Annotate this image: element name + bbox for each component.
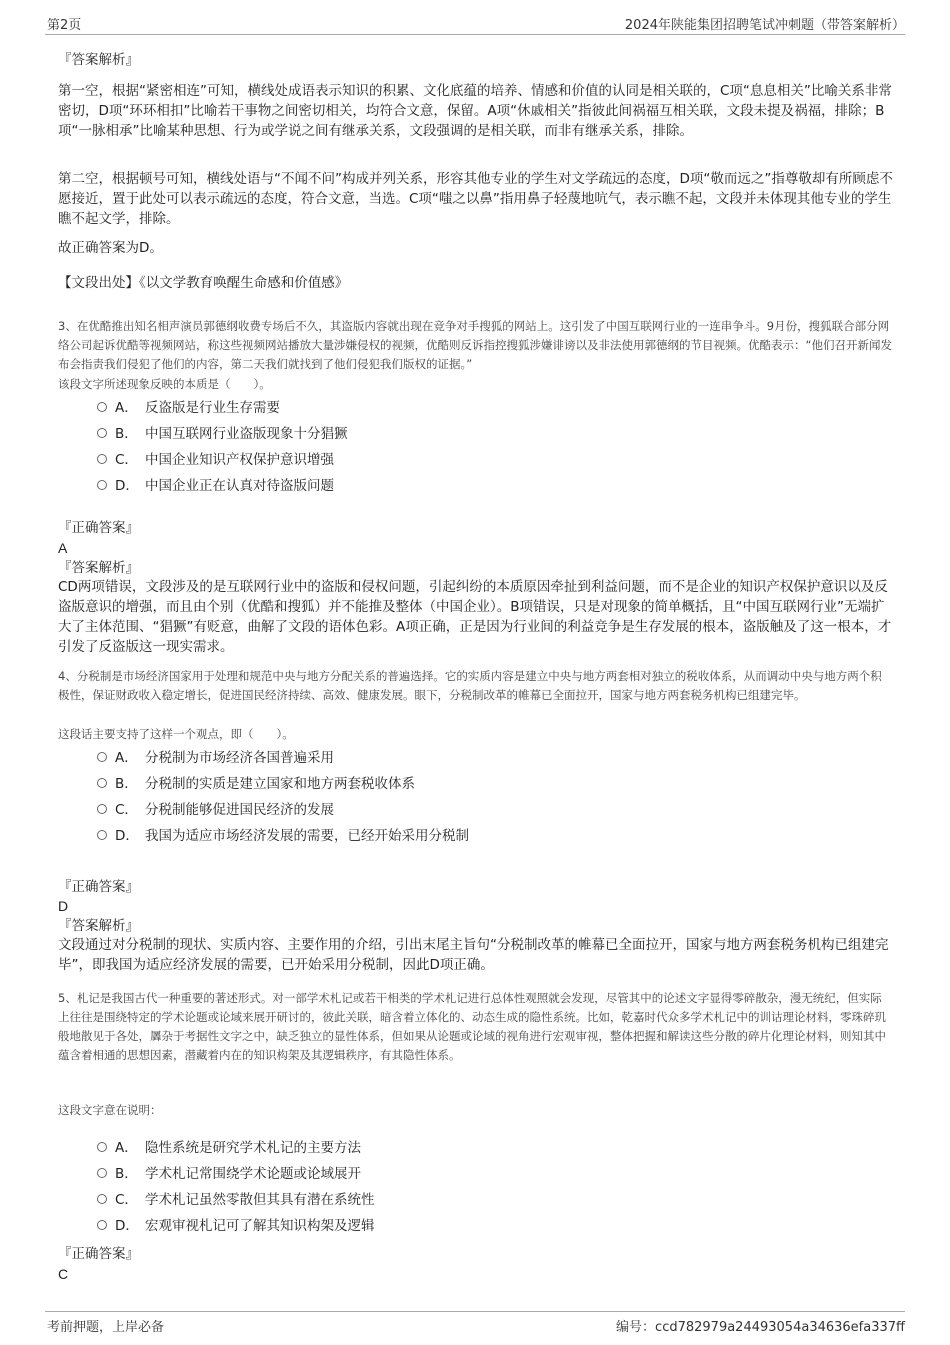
footer-slogan: 考前押题，上岸必备 xyxy=(47,1320,165,1335)
radio-button[interactable] xyxy=(97,1168,107,1178)
q2-analysis-para2: 第二空，根据顿号可知，横线处语与“不闻不问”构成并列关系，形容其他专业的学生对文学疏远的态度，D项“敬而远之”指尊敬却有所顾虑不愿接近，置于此处可以表示疏远的态度，符合文意，当选。C项“嗤之以鼻”指用鼻子轻蔑地吭气，表示瞧不起，文段并未体现其他专业的学生瞧不起文学，排除。 xyxy=(58,171,893,227)
q4-analysis: 文段通过对分税制的现状、实质内容、主要作用的介绍，引出末尾主旨句“分税制改革的帷幕已全面拉开，国家与地方两套税务机构已组建完毕”，即我国为适应经济发展的需要，已开始采用分税制，因此D项正确。 xyxy=(58,937,889,973)
radio-button[interactable] xyxy=(97,402,107,412)
q5-answer-label: 『正确答案』 xyxy=(58,1246,139,1262)
q5-option-c[interactable]: C． 学术札记虽然零散但其具有潜在系统性 xyxy=(97,1189,375,1211)
q3-option-d[interactable]: D． 中国企业正在认真对待盗版问题 xyxy=(97,475,334,497)
q4-analysis-label: 『答案解析』 xyxy=(58,918,139,934)
q3-option-b[interactable]: B． 中国互联网行业盗版现象十分猖獗 xyxy=(97,423,348,445)
q2-source: 【文段出处】《以文学教育唤醒生命感和价值感》 xyxy=(58,275,349,291)
q4-answer: D xyxy=(58,898,69,914)
radio-button[interactable] xyxy=(97,830,107,840)
q4-option-d[interactable]: D． 我国为适应市场经济发展的需要，已经开始采用分税制 xyxy=(97,825,469,847)
q3-question: 该段文字所述现象反映的本质是（ ）。 xyxy=(58,377,271,391)
q2-conclusion: 故正确答案为D。 xyxy=(58,240,163,256)
q4-stem: 4、分税制是市场经济国家用于处理和规范中央与地方分配关系的普遍选择。它的实质内容是建立中央与地方两套相对独立的税收体系，从而调动中央与地方两个积极性，保证财政收入稳定增长，促进国民经济持续、高效、健康发展。眼下，分税制改革的帷幕已全面拉开，国家与地方两套税务机构已组建完毕。 xyxy=(58,669,882,702)
document-id: 编号：ccd782979a24493054a34636efa337ff xyxy=(616,1320,905,1335)
page-number: 第2页 xyxy=(47,18,82,33)
q3-stem: 3、在优酷推出知名相声演员郭德纲收费专场后不久，其盗版内容就出现在竞争对手搜狐的网站上。这引发了中国互联网行业的一连串争斗。9月份，搜狐联合部分网络公司起诉优酷等视频网站，称这些视频网站播放大量涉嫌侵权的视频，优酷则反诉指控搜狐涉嫌诽谤以及非法使用郭德纲的节目视频。优酷表示：“他们召开新闻发布会指责我们侵犯了他们的内容，第二天我们就找到了他们侵犯我们版权的证据。” xyxy=(58,319,892,371)
q5-answer: C xyxy=(58,1266,69,1282)
radio-button[interactable] xyxy=(97,778,107,788)
q4-answer-label: 『正确答案』 xyxy=(58,879,139,895)
q4-option-a[interactable]: A． 分税制为市场经济各国普遍采用 xyxy=(97,747,334,769)
q5-question: 这段文字意在说明： xyxy=(58,1103,162,1117)
radio-button[interactable] xyxy=(97,454,107,464)
radio-button[interactable] xyxy=(97,752,107,762)
q5-option-a[interactable]: A． 隐性系统是研究学术札记的主要方法 xyxy=(97,1137,361,1159)
radio-button[interactable] xyxy=(97,1194,107,1204)
radio-button[interactable] xyxy=(97,1142,107,1152)
radio-button[interactable] xyxy=(97,480,107,490)
radio-button[interactable] xyxy=(97,804,107,814)
q3-answer-label: 『正确答案』 xyxy=(58,520,139,536)
document-title: 2024年陕能集团招聘笔试冲刺题（带答案解析） xyxy=(624,18,905,33)
q3-option-c[interactable]: C． 中国企业知识产权保护意识增强 xyxy=(97,449,334,471)
q2-analysis-label: 『答案解析』 xyxy=(58,52,139,68)
q4-option-c[interactable]: C． 分税制能够促进国民经济的发展 xyxy=(97,799,334,821)
q2-analysis-para1: 第一空，根据“紧密相连”可知，横线处成语表示知识的积累、文化底蕴的培养、情感和价值的认同是相关联的，C项“息息相关”比喻关系非常密切，D项“环环相扣”比喻若干事物之间密切相关，均符合文意，保留。A项“休戚相关”指彼此间祸福互相关联，文段未提及祸福，排除；B项“一脉相承”比喻某种思想、行为或学说之间有继承关系，文段强调的是相关联，而非有继承关系，排除。 xyxy=(58,83,892,139)
q3-option-a[interactable]: A． 反盗版是行业生存需要 xyxy=(97,397,280,419)
page-header xyxy=(45,14,905,35)
q3-answer: A xyxy=(58,540,68,556)
q4-option-b[interactable]: B． 分税制的实质是建立国家和地方两套税收体系 xyxy=(97,773,415,795)
q4-question: 这段话主要支持了这样一个观点，即（ ）。 xyxy=(58,727,294,741)
q5-option-b[interactable]: B． 学术札记常围绕学术论题或论域展开 xyxy=(97,1163,361,1185)
page-footer xyxy=(45,1311,905,1338)
radio-button[interactable] xyxy=(97,1220,107,1230)
q5-option-d[interactable]: D． 宏观审视札记可了解其知识构架及逻辑 xyxy=(97,1215,375,1237)
radio-button[interactable] xyxy=(97,428,107,438)
q3-analysis-label: 『答案解析』 xyxy=(58,560,139,576)
q3-analysis: CD两项错误，文段涉及的是互联网行业中的盗版和侵权问题，引起纠纷的本质原因牵扯到利益问题，而不是企业的知识产权保护意识以及反盗版意识的增强，而且由个别（优酷和搜狐）并不能推及整体（中国企业）。B项错误，只是对现象的简单概括，且“中国互联网行业”无端扩大了主体范围、“猖獗”有贬意，曲解了文段的语体色彩。A项正确，正是因为行业间的利益竞争是生存发展的根本，盗版触及了这一根本，才引发了反盗版这一现实需求。 xyxy=(58,579,892,655)
q5-stem: 5、札记是我国古代一种重要的著述形式。对一部学术札记或若干相类的学术札记进行总体性观照就会发现，尽管其中的论述文字显得零碎散杂，漫无统纪，但实际上往往是围绕特定的学术论题或论域来展开研讨的，彼此关联，暗含着立体化的、动态生成的隐性系统。比如，乾嘉时代众多学术札记中的训诂理论材料，零珠碎玑般地散见于各处，羼杂于考据性文字之中，缺乏独立的显性体系，但如果从论题或论域的视角进行宏观审视，整体把握和解读这些分散的碎片化理论材料，则知其中蕴含着相通的思想因素，潜藏着内在的知识构架及其逻辑秩序，有其隐性体系。 xyxy=(58,991,886,1062)
